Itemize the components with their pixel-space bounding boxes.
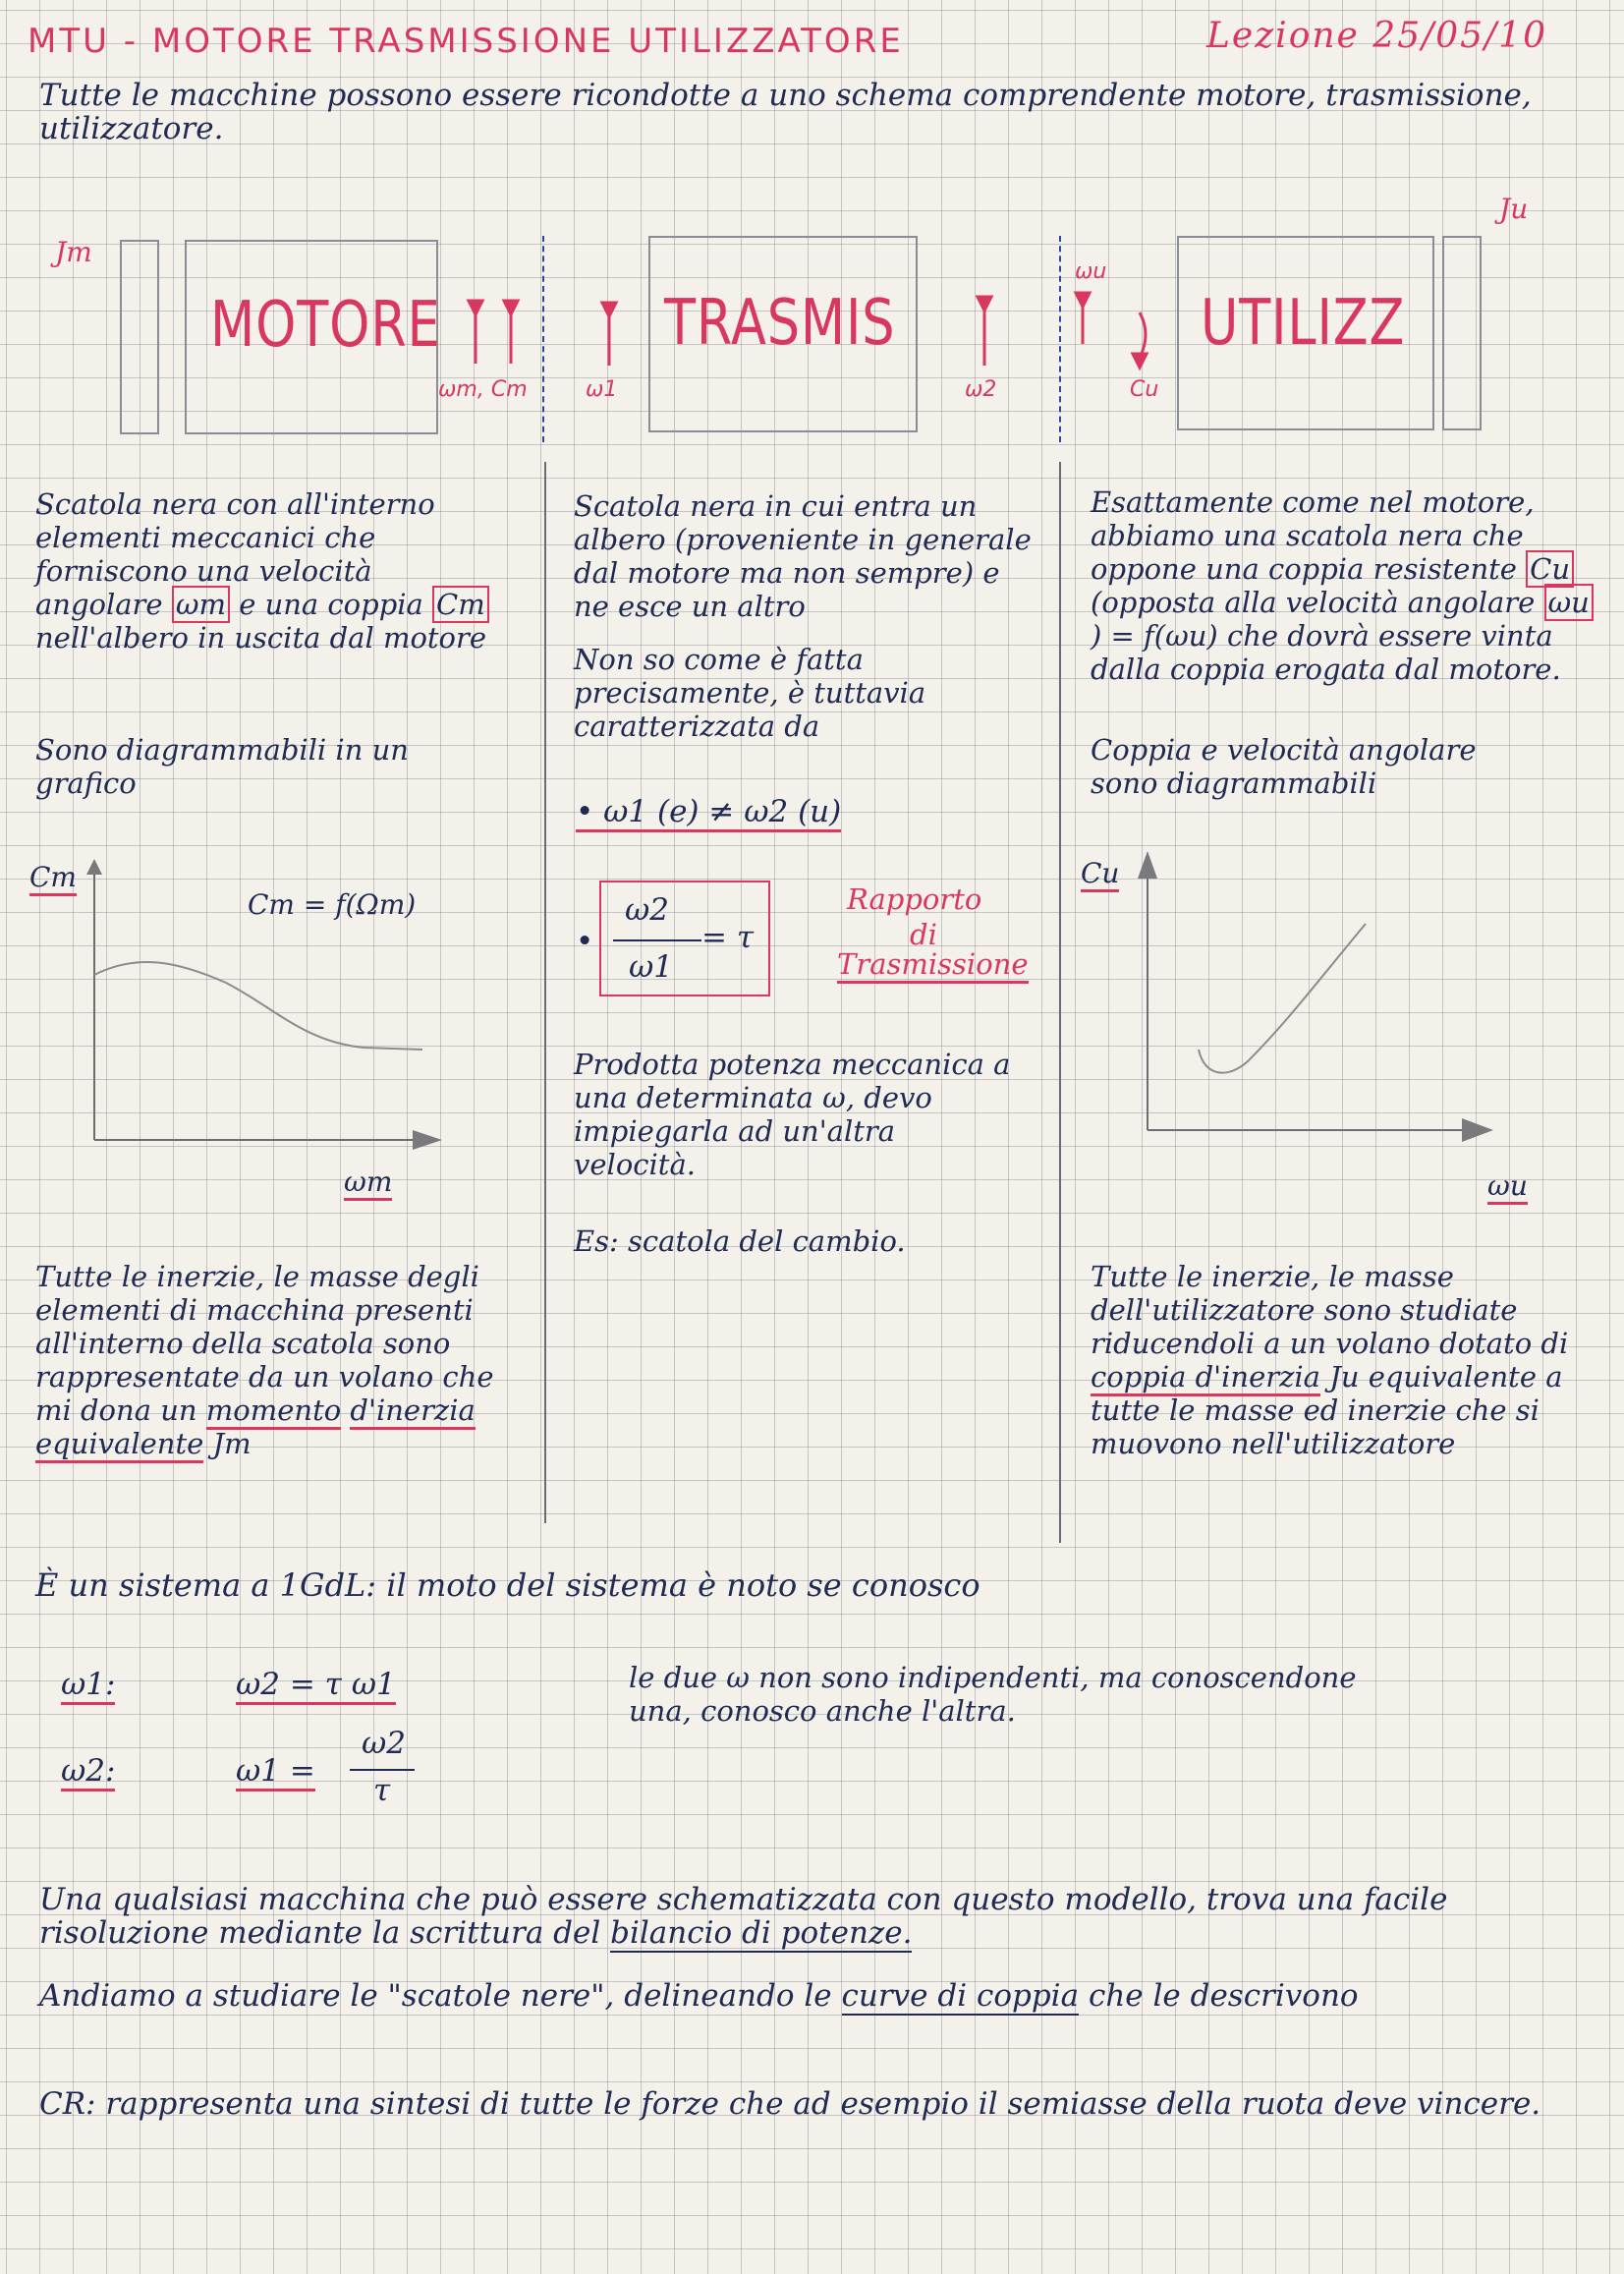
bilancio-potenze-underlined: bilancio di potenze. xyxy=(610,1915,913,1951)
cu-symbol: Cu xyxy=(1526,550,1574,588)
wu-symbol: ωu xyxy=(1544,584,1594,621)
intro-text: Tutte le macchine possono essere ricondotte a uno schema comprendente motore, trasmissione, utilizzatore. xyxy=(39,78,1532,146)
row2-numerator: ω2 xyxy=(362,1726,407,1761)
paragraph-cr: CR: rappresenta una sintesi di tutte le forze che ad esempio il semiasse della ruota deve vincere. xyxy=(39,2086,1541,2122)
ratio-label-2: di xyxy=(910,918,937,951)
row2-denominator: τ xyxy=(373,1773,391,1808)
motore-inertia-a: Tutte le inerzie, le masse degli elementi di macchina presenti all'interno della scatola sono rappresentate da un volano che mi dona un xyxy=(35,1260,494,1427)
w1-label: ω1 xyxy=(586,377,618,402)
omega-dependence-note: le due ω non sono indipendenti, ma conoscendone una, conosco anche l'altra. xyxy=(629,1661,1357,1728)
ratio-label-1: Rapporto xyxy=(847,882,982,916)
trasmissione-text-d: Es: scatola del cambio. xyxy=(574,1224,906,1258)
row1-equation: ω2 = τ ω1 xyxy=(236,1667,396,1705)
motore-graph-formula: Cm = f(Ωm) xyxy=(248,888,417,921)
coppia-inerzia-underlined: coppia d'inerzia xyxy=(1091,1360,1320,1396)
ratio-label-3: Trasmissione xyxy=(837,947,1029,984)
column-divider-1 xyxy=(544,462,546,1523)
utilizzatore-inertia-b: Ju equivalente a tutte le masse ed inerzie che si muovono nell'utilizzatore xyxy=(1091,1360,1563,1460)
row2-left: ω2: xyxy=(61,1753,115,1791)
curve-coppia-underlined: curve di coppia xyxy=(841,1978,1080,2014)
shaft-arrows xyxy=(0,0,1624,452)
lesson-date: Lezione 25/05/10 xyxy=(1206,16,1547,56)
fraction-bar xyxy=(613,939,701,941)
ratio-tau: = τ xyxy=(701,920,754,955)
trasmissione-text-b: Non so come è fatta precisamente, è tuttavia caratterizzata da xyxy=(574,643,926,743)
utilizzatore-text-d: Coppia e velocità angolare sono diagrammabili xyxy=(1091,733,1477,800)
ratio-denominator: ω1 xyxy=(629,949,674,985)
paragraph-scatole-a: Andiamo a studiare le "scatole nere", delineando le xyxy=(39,1978,832,2014)
motore-text-a: Scatola nera con all'interno elementi meccanici che forniscono una velocità angolare xyxy=(35,487,435,621)
paragraph-bilancio xyxy=(39,1883,1572,1950)
cu-label: Cu xyxy=(1130,377,1159,402)
motore-text-d: Sono diagrammabili in un grafico xyxy=(35,733,409,800)
utilizzatore-inertia-text xyxy=(1091,1260,1582,1460)
wu-label: ωu xyxy=(1075,259,1107,284)
motore-torque-graph xyxy=(59,855,452,1150)
wm-symbol: ωm xyxy=(172,586,230,623)
utilizzatore-text-c: ) = f(ωu) che dovrà essere vinta dalla coppia erogata dal motore. xyxy=(1091,619,1561,686)
trasmissione-text-c: Prodotta potenza meccanica a una determinata ω, devo impiegarla ad un'altra velocità. xyxy=(574,1048,1011,1181)
wm-cm-label: ωm, Cm xyxy=(438,377,528,402)
motore-description xyxy=(35,487,497,654)
motore-text-c: nell'albero in uscita dal motore xyxy=(35,621,487,654)
utilizzatore-text-b: (opposta alla velocità angolare xyxy=(1091,586,1536,619)
utilizzatore-graph-ylabel: Cu xyxy=(1081,857,1119,892)
column-divider-2 xyxy=(1059,462,1061,1543)
utilizz-label: UTILIZZ xyxy=(1201,287,1406,360)
inerzia-equivalente-underlined: d'inerzia equivalente xyxy=(35,1393,476,1463)
cm-symbol: Cm xyxy=(432,586,489,623)
paragraph-scatole xyxy=(39,1979,1592,2013)
motore-label: MOTORE xyxy=(210,289,441,362)
motore-text-b: e una coppia xyxy=(239,588,423,621)
motore-inertia-text xyxy=(35,1260,497,1460)
ratio-bullet: • xyxy=(576,924,594,959)
ju-label: Ju xyxy=(1499,193,1529,225)
utilizzatore-torque-graph xyxy=(1120,845,1513,1160)
motore-graph-xlabel: ωm xyxy=(344,1165,392,1201)
page-title: MTU - MOTORE TRASMISSIONE UTILIZZATORE xyxy=(28,22,904,61)
utilizzatore-text-a: Esattamente come nel motore, abbiamo una scatola nera che oppone una coppia resistente xyxy=(1091,485,1535,586)
utilizzatore-inertia-a: Tutte le inerzie, le masse dell'utilizzatore sono studiate riducendoli a un volano dotato di xyxy=(1091,1260,1569,1360)
omega-inequality: • ω1 (e) ≠ ω2 (u) xyxy=(576,794,841,832)
row1-left: ω1: xyxy=(61,1667,115,1705)
ratio-numerator: ω2 xyxy=(625,892,670,928)
momento-underlined: momento xyxy=(206,1393,341,1430)
motore-graph-ylabel: Cm xyxy=(29,861,77,896)
jm-label: Jm xyxy=(55,236,92,268)
trasmis-label: TRASMIS xyxy=(664,287,896,360)
utilizzatore-description xyxy=(1091,485,1601,686)
row2-fraction-bar xyxy=(350,1769,415,1771)
paragraph-scatole-b: che le descrivono xyxy=(1088,1978,1359,2014)
row2-equation-lhs: ω1 = xyxy=(236,1753,315,1791)
trasmissione-text-a: Scatola nera in cui entra un albero (proveniente in generale dal motore ma non sempre) e ne esce un altro xyxy=(574,489,1032,623)
w2-label: ω2 xyxy=(965,377,997,402)
paragraph-bilancio-text: Una qualsiasi macchina che può essere schematizzata con questo modello, trova una facile risoluzione mediante la scrittura del xyxy=(39,1882,1448,1951)
jm-symbol: Jm xyxy=(212,1427,252,1460)
gdl-statement: È un sistema a 1GdL: il moto del sistema è noto se conosco xyxy=(35,1566,980,1604)
utilizzatore-graph-xlabel: ωu xyxy=(1487,1169,1528,1205)
